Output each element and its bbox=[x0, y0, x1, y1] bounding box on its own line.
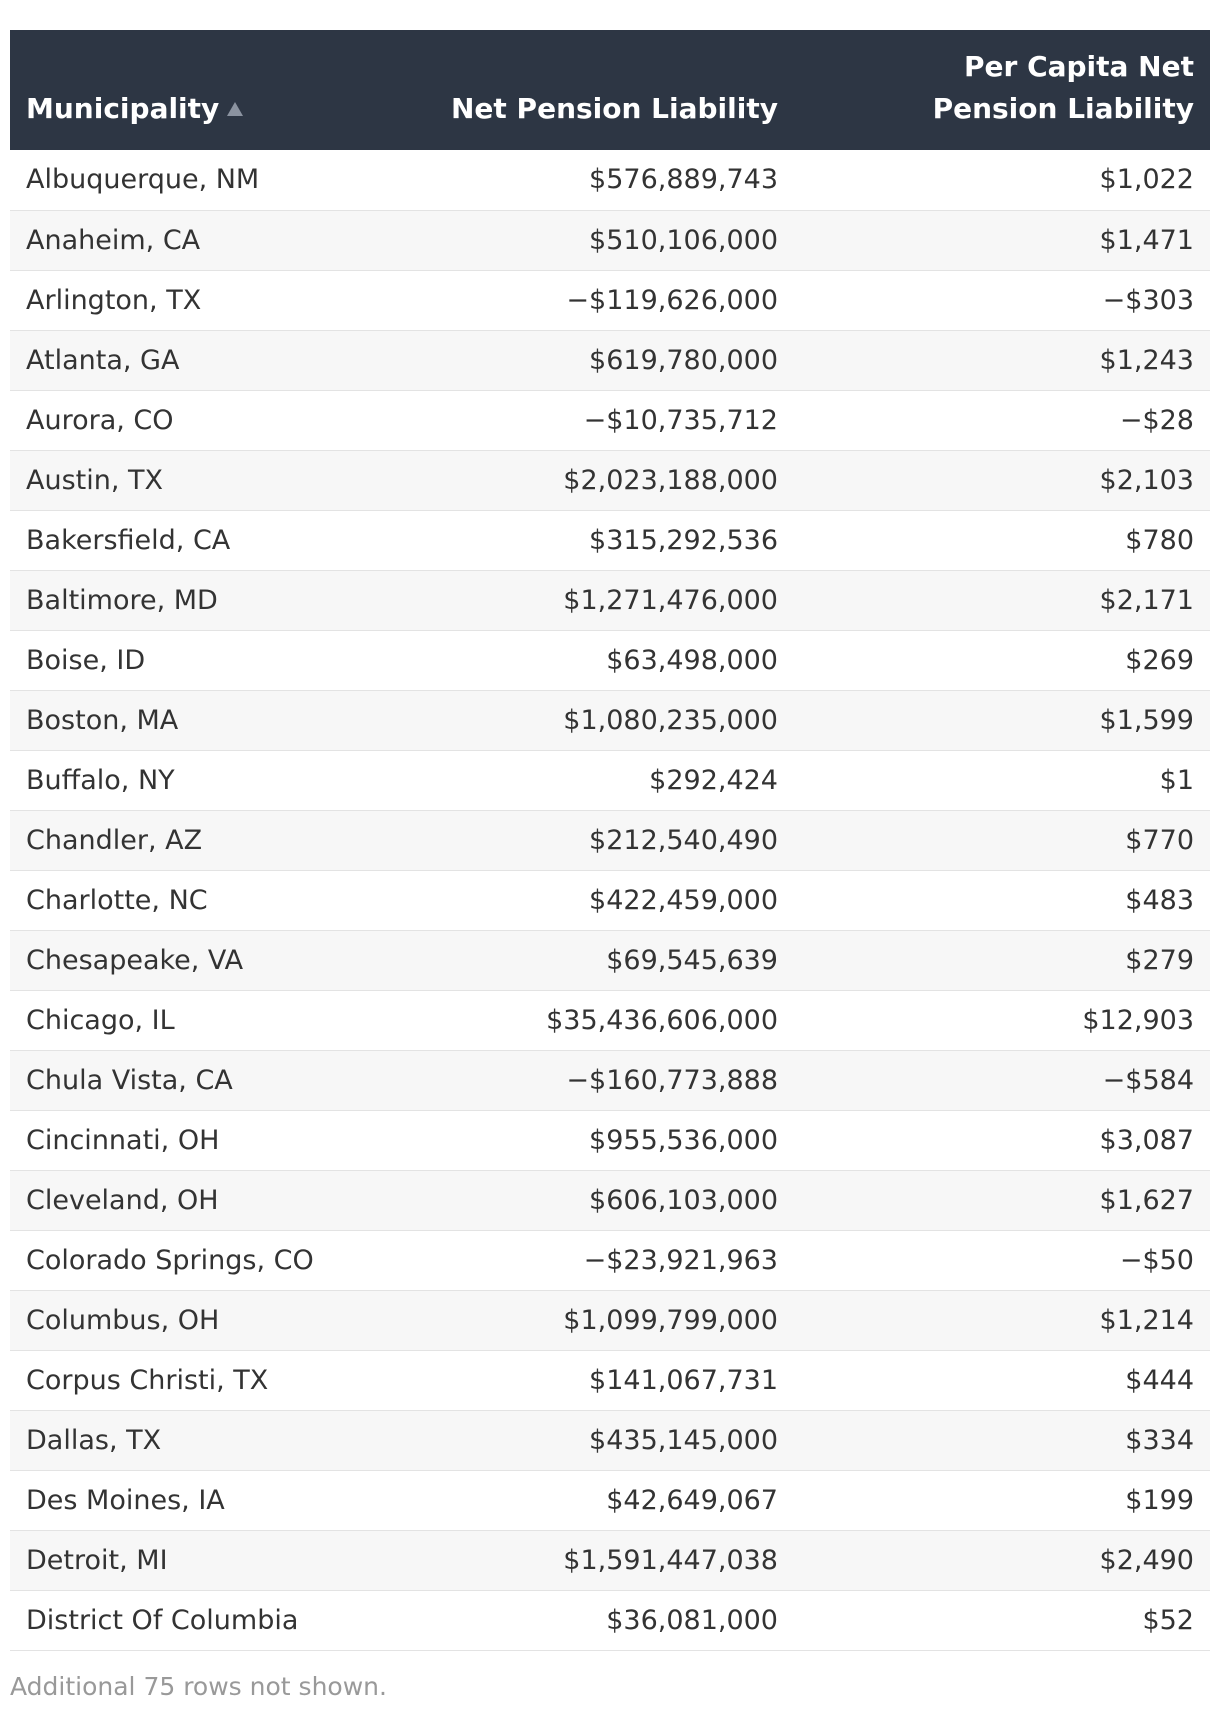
header-municipality-label: Municipality bbox=[26, 92, 220, 125]
table-row bbox=[10, 150, 1210, 210]
cell-per-capita-liability: $199 bbox=[1125, 1484, 1194, 1516]
table-row bbox=[10, 870, 1210, 930]
cell-per-capita-liability: $269 bbox=[1125, 644, 1194, 676]
cell-per-capita-liability: $483 bbox=[1125, 884, 1194, 916]
cell-municipality: Albuquerque, NM bbox=[26, 164, 260, 196]
sort-ascending-icon[interactable] bbox=[227, 102, 243, 116]
cell-net-pension-liability: $1,271,476,000 bbox=[563, 584, 778, 616]
table-row bbox=[10, 750, 1210, 810]
cell-per-capita-liability: $444 bbox=[1125, 1364, 1194, 1396]
cell-per-capita-liability: −$584 bbox=[1102, 1064, 1194, 1096]
cell-municipality: Detroit, MI bbox=[26, 1544, 168, 1576]
table-row bbox=[10, 510, 1210, 570]
cell-net-pension-liability: $510,106,000 bbox=[589, 224, 778, 256]
table-row bbox=[10, 1590, 1210, 1650]
cell-net-pension-liability: $576,889,743 bbox=[589, 164, 778, 196]
table-row bbox=[10, 930, 1210, 990]
cell-per-capita-liability: −$50 bbox=[1119, 1244, 1194, 1276]
cell-net-pension-liability: $35,436,606,000 bbox=[546, 1004, 778, 1036]
table-header bbox=[10, 30, 1210, 150]
cell-municipality: Chicago, IL bbox=[26, 1004, 175, 1036]
cell-net-pension-liability: $955,536,000 bbox=[589, 1124, 778, 1156]
header-per-capita-line1: Per Capita Net bbox=[964, 50, 1194, 83]
table-row bbox=[10, 1110, 1210, 1170]
cell-per-capita-liability: $279 bbox=[1125, 944, 1194, 976]
table-row bbox=[10, 270, 1210, 330]
cell-per-capita-liability: −$303 bbox=[1102, 284, 1194, 316]
cell-municipality: Bakersfield, CA bbox=[26, 524, 231, 556]
table-row bbox=[10, 330, 1210, 390]
cell-municipality: Colorado Springs, CO bbox=[26, 1244, 314, 1276]
header-net-pension-liability[interactable] bbox=[410, 30, 794, 150]
cell-net-pension-liability: $63,498,000 bbox=[606, 644, 778, 676]
cell-net-pension-liability: −$119,626,000 bbox=[566, 284, 778, 316]
cell-municipality: District Of Columbia bbox=[26, 1604, 299, 1636]
table-row bbox=[10, 1290, 1210, 1350]
cell-per-capita-liability: −$28 bbox=[1119, 404, 1194, 436]
cell-net-pension-liability: $315,292,536 bbox=[589, 524, 778, 556]
cell-municipality: Aurora, CO bbox=[26, 404, 174, 436]
header-per-capita-net-pension-liability[interactable] bbox=[794, 30, 1210, 150]
cell-municipality: Baltimore, MD bbox=[26, 584, 218, 616]
cell-net-pension-liability: $1,591,447,038 bbox=[563, 1544, 778, 1576]
cell-per-capita-liability: $1 bbox=[1159, 764, 1194, 796]
header-row bbox=[10, 30, 1210, 150]
cell-per-capita-liability: $3,087 bbox=[1099, 1124, 1194, 1156]
cell-per-capita-liability: $1,214 bbox=[1099, 1304, 1194, 1336]
table-row bbox=[10, 1050, 1210, 1110]
cell-net-pension-liability: $422,459,000 bbox=[589, 884, 778, 916]
table-row bbox=[10, 1230, 1210, 1290]
cell-per-capita-liability: $2,103 bbox=[1099, 464, 1194, 496]
table-row bbox=[10, 390, 1210, 450]
cell-per-capita-liability: $2,490 bbox=[1099, 1544, 1194, 1576]
cell-net-pension-liability: $619,780,000 bbox=[589, 344, 778, 376]
table-body bbox=[10, 150, 1210, 1650]
table-row bbox=[10, 1410, 1210, 1470]
header-net-pension-label: Net Pension Liability bbox=[451, 92, 778, 125]
table-row bbox=[10, 1470, 1210, 1530]
cell-per-capita-liability: $52 bbox=[1142, 1604, 1194, 1636]
cell-municipality: Dallas, TX bbox=[26, 1424, 162, 1456]
cell-per-capita-liability: $334 bbox=[1125, 1424, 1194, 1456]
cell-net-pension-liability: $42,649,067 bbox=[606, 1484, 778, 1516]
cell-municipality: Anaheim, CA bbox=[26, 224, 201, 256]
cell-municipality: Cleveland, OH bbox=[26, 1184, 219, 1216]
cell-municipality: Columbus, OH bbox=[26, 1304, 220, 1336]
cell-municipality: Arlington, TX bbox=[26, 284, 202, 316]
cell-municipality: Corpus Christi, TX bbox=[26, 1364, 269, 1396]
cell-net-pension-liability: $36,081,000 bbox=[606, 1604, 778, 1636]
cell-net-pension-liability: −$23,921,963 bbox=[583, 1244, 778, 1276]
table-row bbox=[10, 1170, 1210, 1230]
header-per-capita-line2: Pension Liability bbox=[932, 92, 1194, 125]
cell-per-capita-liability: $1,627 bbox=[1099, 1184, 1194, 1216]
cell-net-pension-liability: $292,424 bbox=[649, 764, 778, 796]
cell-municipality: Chesapeake, VA bbox=[26, 944, 244, 976]
cell-per-capita-liability: $770 bbox=[1125, 824, 1194, 856]
cell-municipality: Chandler, AZ bbox=[26, 824, 203, 856]
footer-note: Additional 75 rows not shown. bbox=[10, 1672, 387, 1701]
table-row bbox=[10, 570, 1210, 630]
cell-net-pension-liability: $212,540,490 bbox=[589, 824, 778, 856]
cell-net-pension-liability: $2,023,188,000 bbox=[563, 464, 778, 496]
cell-municipality: Boise, ID bbox=[26, 644, 146, 676]
cell-per-capita-liability: $1,599 bbox=[1099, 704, 1194, 736]
table-row bbox=[10, 450, 1210, 510]
table-row bbox=[10, 210, 1210, 270]
cell-municipality: Boston, MA bbox=[26, 704, 179, 736]
cell-net-pension-liability: $69,545,639 bbox=[606, 944, 778, 976]
cell-municipality: Buffalo, NY bbox=[26, 764, 175, 796]
pension-table-container bbox=[10, 30, 1210, 1651]
cell-net-pension-liability: $606,103,000 bbox=[589, 1184, 778, 1216]
table-row bbox=[10, 1530, 1210, 1590]
cell-municipality: Cincinnati, OH bbox=[26, 1124, 220, 1156]
table-row bbox=[10, 990, 1210, 1050]
cell-net-pension-liability: −$160,773,888 bbox=[566, 1064, 778, 1096]
cell-per-capita-liability: $1,471 bbox=[1099, 224, 1194, 256]
cell-municipality: Des Moines, IA bbox=[26, 1484, 225, 1516]
cell-per-capita-liability: $12,903 bbox=[1082, 1004, 1194, 1036]
table-row bbox=[10, 690, 1210, 750]
cell-net-pension-liability: −$10,735,712 bbox=[583, 404, 778, 436]
cell-per-capita-liability: $1,243 bbox=[1099, 344, 1194, 376]
table-row bbox=[10, 1350, 1210, 1410]
cell-per-capita-liability: $780 bbox=[1125, 524, 1194, 556]
cell-municipality: Austin, TX bbox=[26, 464, 164, 496]
cell-municipality: Chula Vista, CA bbox=[26, 1064, 233, 1096]
cell-net-pension-liability: $1,080,235,000 bbox=[563, 704, 778, 736]
table-row bbox=[10, 810, 1210, 870]
cell-municipality: Atlanta, GA bbox=[26, 344, 180, 376]
cell-per-capita-liability: $2,171 bbox=[1099, 584, 1194, 616]
table-row bbox=[10, 630, 1210, 690]
cell-municipality: Charlotte, NC bbox=[26, 884, 208, 916]
header-municipality[interactable] bbox=[10, 30, 410, 150]
cell-net-pension-liability: $1,099,799,000 bbox=[563, 1304, 778, 1336]
pension-table bbox=[10, 30, 1210, 1651]
cell-per-capita-liability: $1,022 bbox=[1099, 164, 1194, 196]
cell-net-pension-liability: $141,067,731 bbox=[589, 1364, 778, 1396]
cell-net-pension-liability: $435,145,000 bbox=[589, 1424, 778, 1456]
